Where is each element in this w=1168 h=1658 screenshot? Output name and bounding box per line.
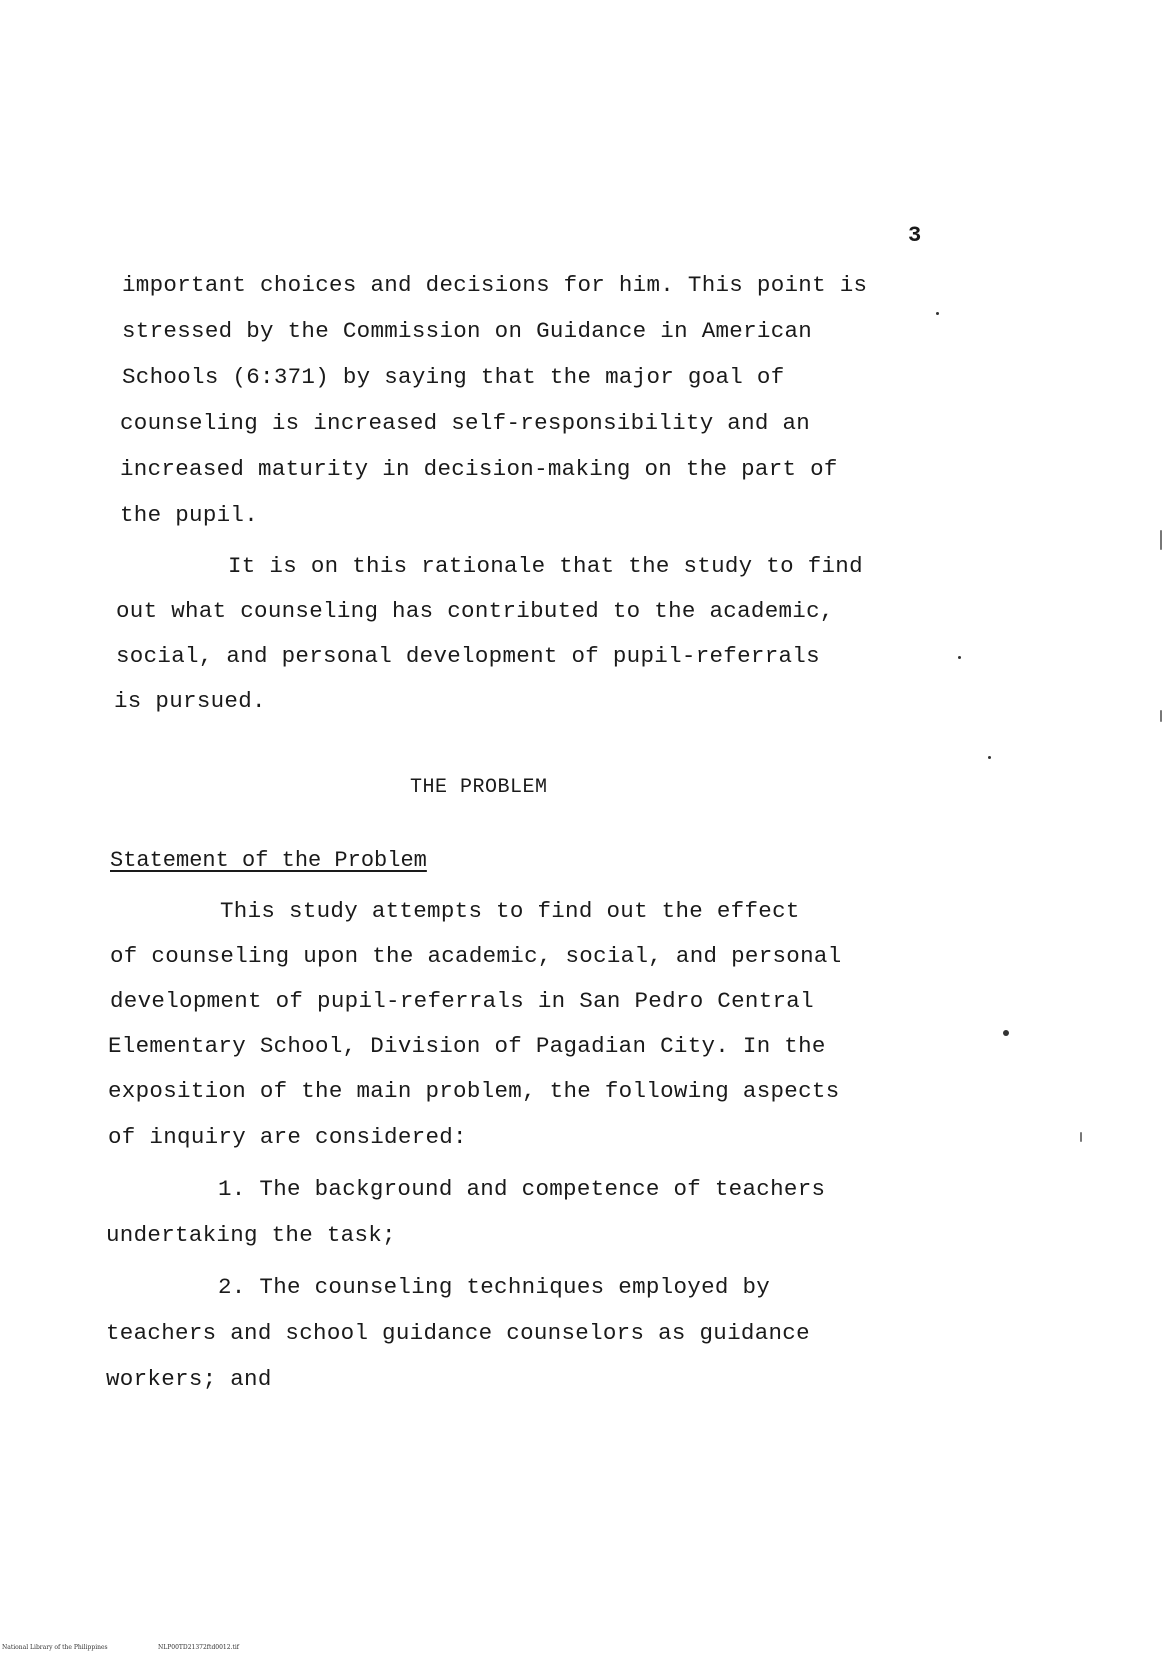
list-item-line: undertaking the task; (106, 1222, 396, 1248)
paragraph-line: increased maturity in decision-making on the part of (120, 456, 838, 482)
scan-speck (958, 656, 961, 659)
paragraph-line: It is on this rationale that the study to find (228, 553, 863, 579)
section-heading: THE PROBLEM (410, 776, 548, 799)
list-item-line: teachers and school guidance counselors as guidance (106, 1320, 810, 1346)
paragraph-line: Schools (6:371) by saying that the major goal of (122, 364, 785, 390)
footer-library: National Library of the Philippines (2, 1644, 108, 1651)
scan-speck (1160, 530, 1162, 550)
paragraph-line: Elementary School, Division of Pagadian City. In the (108, 1033, 826, 1059)
paragraph-line: out what counseling has contributed to the academic, (116, 598, 834, 624)
paragraph-line: This study attempts to find out the effect (220, 898, 800, 924)
scan-speck (988, 756, 991, 759)
scan-speck (1080, 1132, 1082, 1142)
paragraph-line: counseling is increased self-responsibility and an (120, 410, 811, 436)
subsection-heading: Statement of the Problem (110, 848, 427, 873)
paragraph-line: of inquiry are considered: (108, 1124, 467, 1150)
scan-speck (1160, 710, 1162, 722)
paragraph-line: social, and personal development of pupil-referrals (116, 643, 820, 669)
paragraph-line: the pupil. (120, 502, 259, 528)
page-number: 3 (908, 223, 922, 248)
paragraph-line: exposition of the main problem, the following aspects (108, 1078, 840, 1104)
list-item-line: 1. The background and competence of teachers (218, 1176, 826, 1202)
scan-speck (936, 312, 939, 315)
paragraph-line: important choices and decisions for him. This point is (122, 272, 868, 298)
scan-speck (1003, 1030, 1009, 1036)
paragraph-line: stressed by the Commission on Guidance in American (122, 318, 813, 344)
footer-file: NLP00TD21372ftd0012.tif (158, 1644, 240, 1651)
paragraph-line: is pursued. (114, 688, 266, 714)
list-item-line: 2. The counseling techniques employed by (218, 1274, 771, 1300)
list-item-line: workers; and (106, 1366, 272, 1392)
paragraph-line: of counseling upon the academic, social, and personal (110, 943, 842, 969)
paragraph-line: development of pupil-referrals in San Pedro Central (110, 988, 814, 1014)
